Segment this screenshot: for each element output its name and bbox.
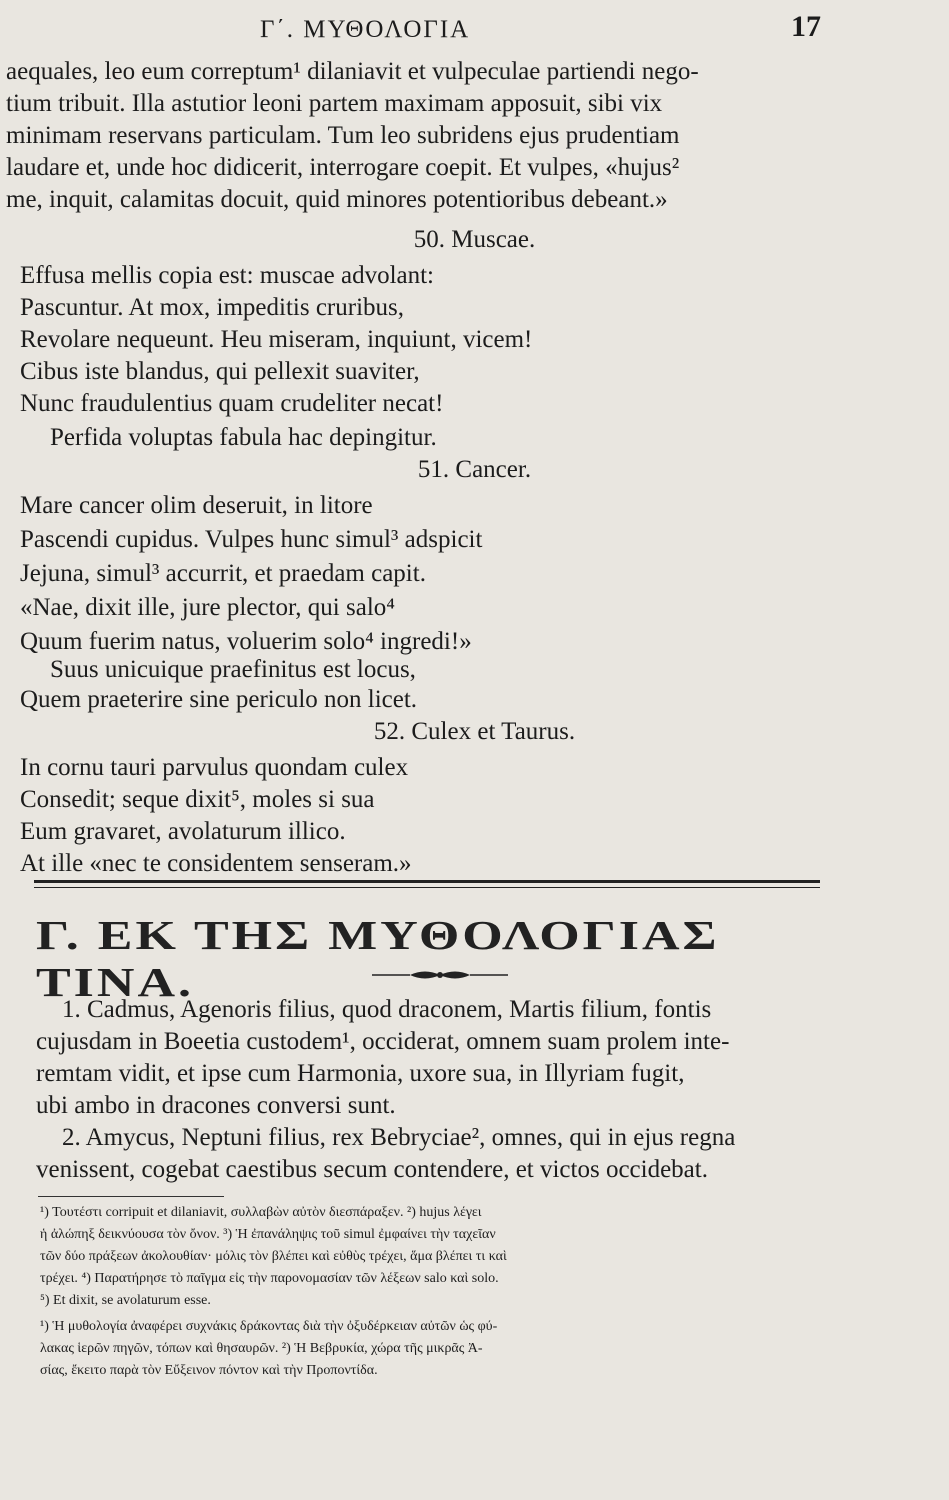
page-number: 17 [791,10,821,43]
section-divider-thin [34,887,820,888]
fable-moral: Quem praeterire sine periculo non licet. [20,686,418,713]
footnote-line: ¹) Τουτέστι corripuit et dilaniavit, συλλαβὼν αὐτὸν διεσπάραξεν. ²) hujus λέγει [40,1205,482,1220]
verse-line: Jejuna, simul³ accurrit, et praedam capit. [20,560,426,587]
footnote-line: λακας ἱερῶν πηγῶν, τόπων καὶ θησαυρῶν. ²) Ἡ Βεβρυκία, χώρα τῆς μικρᾶς Ἀ- [40,1341,483,1356]
verse-line: In cornu tauri parvulus quondam culex [20,754,409,781]
verse-line: Quum fuerim natus, voluerim solo⁴ ingredi!» [20,628,472,655]
paragraph-line: laudare et, unde hoc didicerit, interrogare coepit. Et vulpes, «hujus² [6,154,680,181]
section-title: Γ. ΕΚ ΤΗΣ ΜΥΘΟΛΟΓΙΑΣ ΤΙΝΑ. [36,912,720,1006]
verse-line: Revolare nequeunt. Heu miseram, inquiunt, vicem! [20,326,533,353]
footnote-line: ⁵) Et dixit, se avolaturum esse. [40,1293,211,1308]
footnote-line: ἡ ἀλώπηξ δεικνύουσα τὸν ὄνον. ³) Ἡ ἐπανάληψις τοῦ simul ἐμφαίνει τὴν ταχεῖαν [40,1227,496,1242]
paragraph-line: tium tribuit. Illa astutior leoni partem maximam apposuit, sibi vix [6,90,663,117]
fable-title: 51. Cancer. [417,456,532,483]
paragraph-line: remtam vidit, et ipse cum Harmonia, uxore sua, in Illyriam fugit, [36,1060,685,1087]
verse-line: Eum gravaret, avolaturum illico. [20,818,346,845]
verse-line: Cibus iste blandus, qui pellexit suaviter, [20,358,420,385]
fable-moral: Suus unicuique praefinitus est locus, [50,656,416,683]
verse-line: Effusa mellis copia est: muscae advolant: [20,262,435,289]
footnote-line: σίας, ἔκειτο παρὰ τὸν Εὔξεινον πόντον καὶ τὴν Προποντίδα. [40,1363,378,1378]
paragraph-line: ubi ambo in dracones conversi sunt. [36,1092,396,1119]
paragraph-line: 1. Cadmus, Agenoris filius, quod draconem, Martis filium, fontis [62,996,712,1023]
verse-line: Pascuntur. At mox, impeditis cruribus, [20,294,405,321]
section-divider-thick [34,880,820,883]
verse-line: Mare cancer olim deseruit, in litore [20,492,373,519]
fable-title: 50. Muscae. [413,226,536,253]
paragraph-line: aequales, leo eum correptum¹ dilaniavit et vulpeculae partiendi nego- [6,58,699,85]
verse-line: Consedit; seque dixit⁵, moles si sua [20,786,375,813]
verse-line: At ille «nec te considentem senseram.» [20,850,412,877]
footnote-line: τῶν δύο πράξεων ἀκολουθίαν· μόλις τὸν βλέπει καὶ εὐθὺς τρέχει, ἅμα βλέπει τι καὶ [40,1249,507,1264]
footnote-rule [38,1196,224,1197]
verse-line: «Nae, dixit ille, jure plector, qui salo⁴ [20,594,395,621]
verse-line: Pascendi cupidus. Vulpes hunc simul³ adspicit [20,526,483,553]
ornament-flourish-icon [370,968,510,982]
running-head [0,10,949,50]
paragraph-line: cujusdam in Boeetia custodem¹, occiderat, omnem suam prolem inte- [36,1028,730,1055]
paragraph-line: 2. Amycus, Neptuni filius, rex Bebryciae², omnes, qui in ejus regna [62,1124,736,1151]
paragraph-line: venissent, cogebat caestibus secum contendere, et victos occidebat. [36,1156,708,1183]
verse-line: Nunc fraudulentius quam crudeliter necat! [20,390,444,417]
footnote-line: ¹) Ἡ μυθολογία ἀναφέρει συχνάκις δράκοντας διὰ τὴν ὀξυδέρκειαν αὐτῶν ὡς φύ- [40,1319,498,1334]
footnote-line: τρέχει. ⁴) Παρατήρησε τὸ παῖγμα εἰς τὴν παρονομασίαν τῶν λέξεων salo καὶ solo. [40,1271,499,1286]
fable-title: 52. Culex et Taurus. [373,718,576,745]
paragraph-line: minimam reservans particulam. Tum leo subridens ejus prudentiam [6,122,680,149]
running-title: Γ΄. ΜΥΘΟΛΟΓΙΑ [260,16,471,43]
fable-moral: Perfida voluptas fabula hac depingitur. [50,424,437,451]
paragraph-line: me, inquit, calamitas docuit, quid minores potentioribus debeant.» [6,186,668,213]
